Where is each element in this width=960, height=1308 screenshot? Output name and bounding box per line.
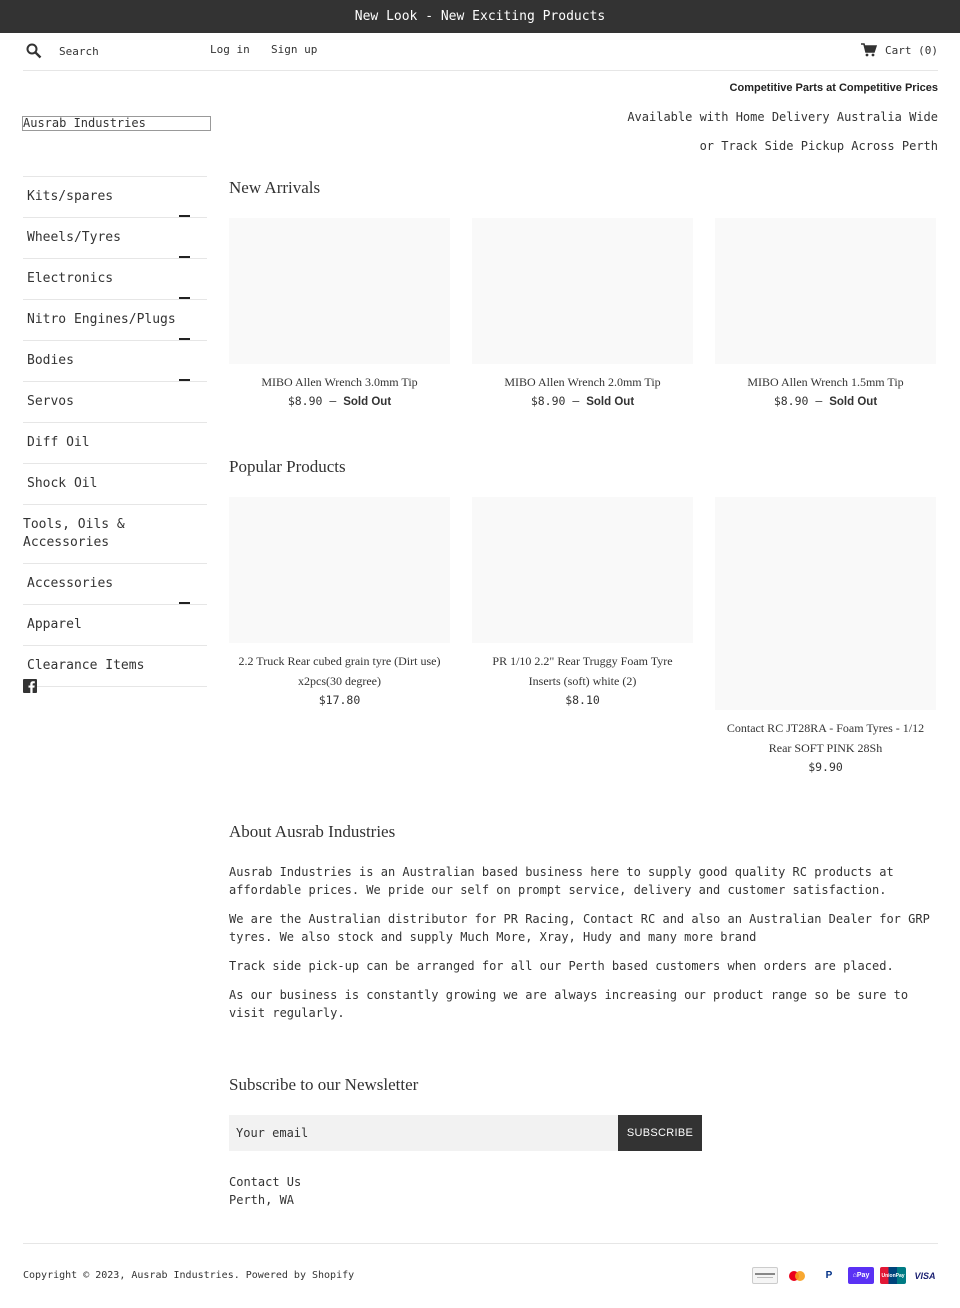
product-image[interactable] <box>229 497 450 643</box>
sidebar-item-accessories[interactable] <box>23 564 207 605</box>
sidebar-item-clearance[interactable] <box>23 646 207 687</box>
sidebar-item-label: Apparel <box>27 617 82 632</box>
product-price: $8.10 <box>565 693 600 707</box>
site-logo[interactable]: Ausrab Industries <box>22 116 211 131</box>
signup-link[interactable]: Sign up <box>271 43 318 56</box>
sidebar-item-label: Tools, Oils & Accessories <box>23 517 125 550</box>
product-price: $8.90 <box>287 394 323 408</box>
product-name[interactable]: Contact RC JT28RA - Foam Tyres - 1/12 Rear SOFT PINK 28Sh <box>726 721 925 755</box>
paypal-icon: P <box>816 1267 842 1284</box>
sidebar-item-label: Bodies <box>27 353 74 368</box>
promo-headline: Competitive Parts at Competitive Prices <box>729 82 938 94</box>
product-image[interactable] <box>229 218 450 364</box>
announcement-bar: New Look - New Exciting Products <box>0 0 960 33</box>
product-price-line: $8.90 — Sold Out <box>530 394 635 408</box>
collapse-icon[interactable] <box>179 256 190 258</box>
product-card[interactable] <box>715 497 936 776</box>
product-card[interactable] <box>472 497 693 709</box>
sidebar-item-apparel[interactable] <box>23 605 207 646</box>
product-image[interactable] <box>472 497 693 643</box>
generic-card-icon <box>752 1267 778 1284</box>
copyright-text: Copyright © 2023, Ausrab Industries. Powered by Shopify <box>23 1270 355 1281</box>
collapse-icon[interactable] <box>179 602 190 604</box>
search-icon[interactable] <box>26 43 42 59</box>
sidebar-item-label: Electronics <box>27 271 114 286</box>
about-paragraph: We are the Australian distributor for PR Racing, Contact RC and also an Australian Dealer for GRP tyres. We also stock and supply Much More, Xray, Hudy and many more brand <box>229 912 930 944</box>
sidebar-nav <box>23 176 207 687</box>
mastercard-icon <box>784 1267 810 1284</box>
about-paragraph: Ausrab Industries is an Australian based business here to supply good quality RC products at affordable prices. We pride our self on prompt service, delivery and customer satisfaction. <box>229 865 894 897</box>
newsletter-title: Subscribe to our Newsletter <box>229 1075 419 1094</box>
email-field[interactable] <box>229 1115 618 1151</box>
product-price-line: $8.90 — Sold Out <box>773 394 878 408</box>
facebook-icon[interactable] <box>23 679 37 693</box>
product-card[interactable] <box>472 218 693 411</box>
product-price: $8.90 <box>773 394 809 408</box>
visa-icon: VISA <box>912 1267 938 1284</box>
collapse-icon[interactable] <box>179 215 190 217</box>
product-name[interactable]: 2.2 Truck Rear cubed grain tyre (Dirt use) x2pcs(30 degree) <box>238 654 441 688</box>
about-paragraph: As our business is constantly growing we are always increasing our product range so be sure to visit regularly. <box>229 988 909 1020</box>
product-price: $17.80 <box>318 693 361 707</box>
product-price-line: $8.90 — Sold Out <box>287 394 392 408</box>
product-name[interactable]: MIBO Allen Wrench 3.0mm Tip <box>261 375 418 389</box>
sidebar-item-label: Kits/spares <box>27 189 114 204</box>
about-title: About Ausrab Industries <box>229 822 396 841</box>
product-name[interactable]: MIBO Allen Wrench 1.5mm Tip <box>747 375 904 389</box>
product-price: $9.90 <box>808 760 843 774</box>
product-card[interactable] <box>229 497 450 709</box>
collapse-icon[interactable] <box>179 338 190 340</box>
product-card[interactable] <box>229 218 450 411</box>
sidebar-item-servos[interactable] <box>23 382 207 423</box>
product-name[interactable]: PR 1/10 2.2" Rear Truggy Foam Tyre Inserts (soft) white (2) <box>492 654 673 688</box>
sidebar-item-wheels-tyres[interactable] <box>23 218 207 259</box>
promo-pickup: or Track Side Pickup Across Perth <box>699 139 938 153</box>
product-image[interactable] <box>715 497 936 710</box>
shop-pay-icon: ⌂Pay <box>848 1267 874 1284</box>
product-price: $8.90 <box>530 394 566 408</box>
product-card[interactable] <box>715 218 936 411</box>
sold-out-badge: Sold Out <box>829 396 878 408</box>
contact-location: Perth, WA <box>229 1193 295 1207</box>
collapse-icon[interactable] <box>179 297 190 299</box>
product-image[interactable] <box>715 218 936 364</box>
popular-products-title: Popular Products <box>229 457 346 476</box>
footer-divider <box>23 1243 938 1244</box>
cart-icon <box>861 43 877 57</box>
login-link[interactable]: Log in <box>210 43 250 56</box>
sold-out-badge: Sold Out <box>586 396 635 408</box>
sidebar-item-shock-oil[interactable] <box>23 464 207 505</box>
subscribe-button[interactable]: SUBSCRIBE <box>618 1115 702 1151</box>
sidebar-item-nitro-engines[interactable] <box>23 300 207 341</box>
cart-link[interactable] <box>861 43 938 57</box>
collapse-icon[interactable] <box>179 379 190 381</box>
about-paragraph: Track side pick-up can be arranged for all our Perth based customers when orders are placed. <box>229 959 894 973</box>
sidebar-item-label: Accessories <box>27 576 114 591</box>
promo-delivery: Available with Home Delivery Australia Wide <box>627 110 938 124</box>
header-bar <box>23 33 938 71</box>
contact-heading: Contact Us <box>229 1175 302 1189</box>
sidebar-item-bodies[interactable] <box>23 341 207 382</box>
sidebar-item-tools-oils[interactable] <box>23 505 207 564</box>
product-image[interactable] <box>472 218 693 364</box>
sidebar-item-label: Nitro Engines/Plugs <box>27 312 176 327</box>
sidebar-item-diff-oil[interactable] <box>23 423 207 464</box>
product-name[interactable]: MIBO Allen Wrench 2.0mm Tip <box>504 375 661 389</box>
sidebar-item-label: Shock Oil <box>27 476 98 491</box>
sidebar-item-label: Clearance Items <box>27 658 145 673</box>
payment-icons <box>752 1267 938 1284</box>
sidebar-item-kits-spares[interactable] <box>23 177 207 218</box>
sidebar-item-label: Diff Oil <box>27 435 90 450</box>
sidebar-item-label: Wheels/Tyres <box>27 230 121 245</box>
sidebar-item-label: Servos <box>27 394 74 409</box>
sold-out-badge: Sold Out <box>343 396 392 408</box>
sidebar-item-electronics[interactable] <box>23 259 207 300</box>
search-input[interactable] <box>59 41 209 61</box>
unionpay-icon: UnionPay <box>880 1267 906 1284</box>
cart-label: Cart (0) <box>885 43 938 57</box>
new-arrivals-title: New Arrivals <box>229 178 321 197</box>
